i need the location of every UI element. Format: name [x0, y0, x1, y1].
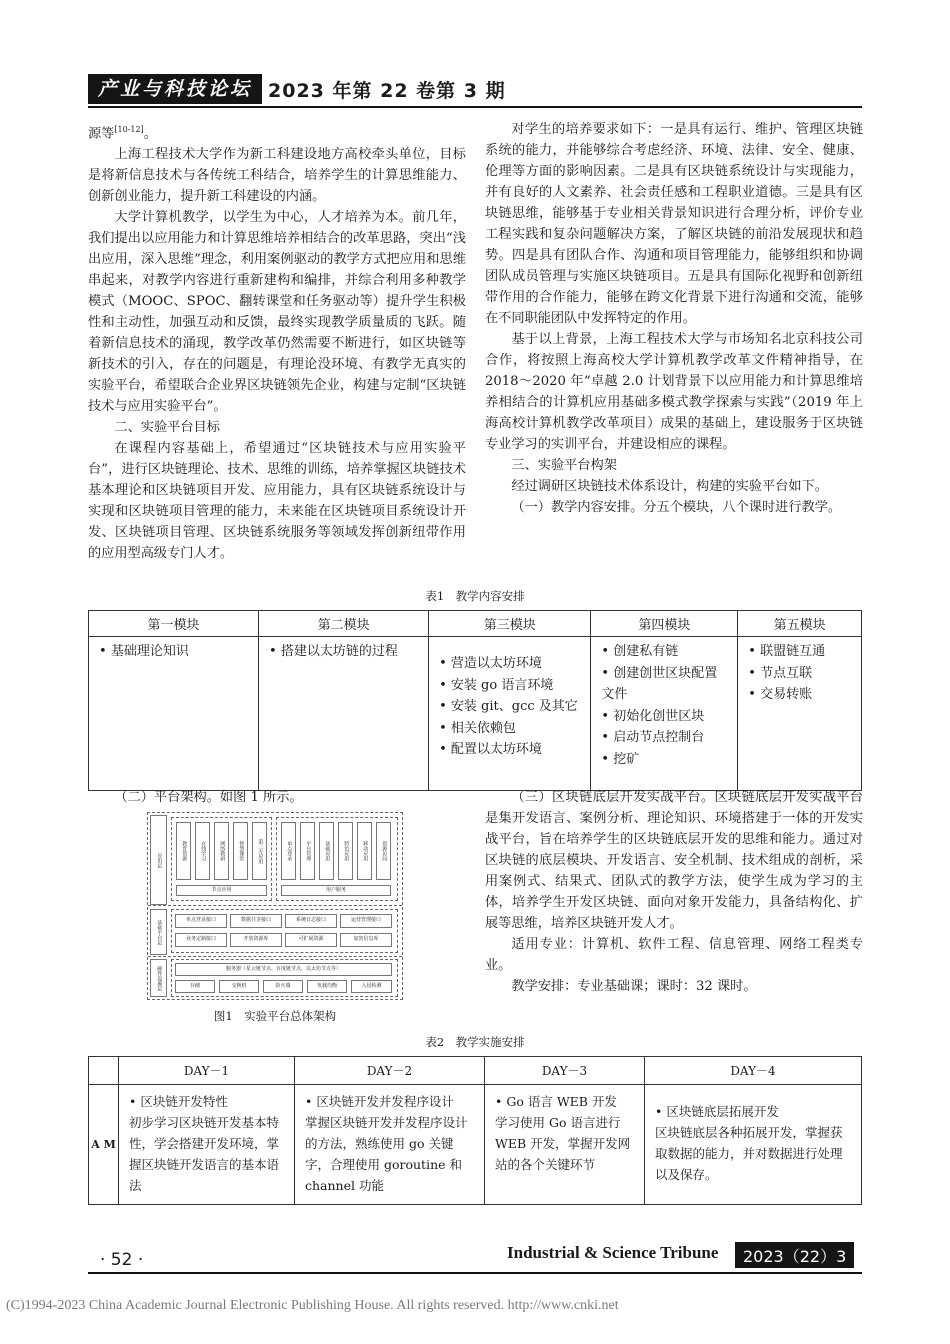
list-item: • 创建创世区块配置文件: [601, 663, 727, 706]
interface-box: 业务定制接口: [175, 933, 227, 947]
interface-box: 系统日志接口: [285, 914, 337, 928]
table2-row: [89, 1085, 862, 1205]
page-number: · 52 ·: [100, 1250, 144, 1270]
table2-cell: • 区块链开发并发程序设计 掌握区块链开发并发程序设计的方法，熟练使用 go 关键字，合理使用 goroutine 和 channel 功能: [295, 1085, 485, 1205]
cell-body: 学习使用 Go 语言进行 WEB 开发，掌握开发网站的各个关键环节: [495, 1115, 631, 1172]
table1-header-row: [89, 611, 862, 637]
cell-body: 区块链底层各种拓展开发，掌握获取数据的能力，并对数据进行处理以及保存。: [655, 1125, 843, 1182]
cell-body: 掌握区块链开发并发程序设计的方法，熟练使用 go 关键字，合理使用 goroutine 和 channel 功能: [305, 1115, 468, 1193]
right-column-mid: [485, 787, 863, 997]
left-paragraph-1: [88, 119, 466, 144]
module-box: 教育资源: [176, 822, 191, 880]
table1-cell: [738, 637, 862, 791]
layer-divider: [148, 905, 402, 906]
list-item: • 启动节点控制台: [601, 727, 727, 749]
module-box: 网络教研: [214, 822, 229, 880]
cell-title: 区块链开发并发程序设计: [316, 1094, 454, 1109]
right-paragraph-2: 基于以上背景，上海工程技术大学与市场知名北京科技公司合作，将按照上海高校大学计算机教学改革文件精神指导，在 2018～2020 年“卓越 2.0 计划背景下以应用能力和计算思维培养相结合的计算机应用基础多模式教学探索与实践”（2019 年上海高校计算机教学改革项目）成果的基础上，建设服务于区块链专业学习的实训平台，并建设相应的课程。: [485, 332, 863, 452]
right-column-top: [485, 119, 863, 518]
table2-header: DAY－3: [485, 1057, 645, 1085]
table1-cell: [259, 637, 429, 791]
table2-header: DAY－1: [119, 1057, 295, 1085]
table1-cell: [591, 637, 738, 791]
header-rule: [88, 106, 862, 108]
left-paragraph-3: 大学计算机教学，以学生为中心，人才培养为本。前几年，我们提出以应用能力和计算思维培养相结合的改革思路，突出“浅出应用，深入思维”理念，利用案例驱动的教学方式把应用和思维串起来，对教学内容进行重新建构和编排，并综合利用多种教学模式（MOOC、SPOC、翻转课堂和任务驱动等）提升学生积极性和主动性，加强互动和反馈，最终实现教学质量质的飞跃。随着新信息技术的涌现，教学改革仍然需要不断进行，如区块链等新技术的引入，存在的问题是，有理论没环境、有教学无真实的实验平台，希望联合企业界区块链领先企业，构建与定制“区块链技术与应用实验平台”。: [88, 210, 466, 415]
server-box: 服务器（星云链节点、百度链节点、以太坊节点等）: [175, 963, 392, 976]
module-box: 移动应用: [357, 822, 372, 880]
base-layer-group: [171, 909, 398, 953]
ref-end: 。: [143, 126, 157, 142]
table1-row: [89, 637, 862, 791]
module-box: 单点登录: [281, 822, 296, 880]
module-box: 第三方应用: [252, 822, 267, 880]
user-service-footer: 用户服务: [281, 885, 391, 896]
right-paragraph-3: 经过调研区块链技术体系设计，构建的实验平台如下。: [511, 479, 828, 494]
footer-journal-name: Industrial & Science Tribune: [507, 1243, 719, 1262]
list-item: • 相关依赖包: [439, 718, 580, 740]
citation-ref: [10-12]: [114, 125, 144, 134]
table1-header: 第四模块: [591, 611, 738, 637]
table1-header: 第五模块: [738, 611, 862, 637]
interface-box: 运营管理接口: [340, 914, 392, 928]
list-item: • 交易转账: [748, 684, 851, 706]
right-paragraph-4: （一）教学内容安排。分五个模块，八个课时进行教学。: [511, 500, 842, 515]
journal-title: 产业与科技论坛: [88, 74, 262, 104]
table2-cell: • 区块链底层拓展开发 区块链底层各种拓展开发，掌握获取数据的能力，并对数据进行处理以及保存。: [645, 1085, 862, 1205]
platform-arch-heading: （二）平台架构。如图 1 所示。: [114, 790, 303, 805]
interface-box: 单点登录接口: [175, 914, 227, 928]
cell-title: 区块链开发特性: [140, 1094, 228, 1109]
layer-label-hw: 硬件设施层: [150, 959, 167, 997]
figure1-caption: 图1 实验平台总体架构: [213, 1009, 337, 1023]
user-service-group: [276, 817, 398, 901]
ref-lead-text: 源等: [88, 126, 115, 142]
list-item: • 营造以太坊环境: [439, 653, 580, 675]
table2-header: DAY－4: [645, 1057, 862, 1085]
table2-row-label: A M: [89, 1085, 119, 1205]
interface-box: 可扩展资源: [285, 933, 337, 947]
table2-header-row: [89, 1057, 862, 1085]
hardware-layer-group: [171, 959, 398, 997]
left-paragraph-4: 在课程内容基础上，希望通过“区块链技术与应用实验平台”，进行区块链理论、技术、思维的训练，培养掌握区块链技术基本理论和区块链项目开发、应用能力，具有区块链系统设计与实现和区块链项目管理的能力，未来能在区块链项目系统设计开发、区块链项目管理、区块链系统服务等领域发挥创新纽带作用的应用型高级专门人才。: [88, 441, 466, 562]
list-item: • 初始化创世区块: [601, 706, 727, 728]
list-item: • 节点互联: [748, 663, 851, 685]
cell-title: 区块链底层拓展开发: [666, 1104, 779, 1119]
hardware-box: 防火墙: [263, 980, 303, 993]
table2-header: DAY－2: [295, 1057, 485, 1085]
right-paragraph-1: 对学生的培养要求如下：一是具有运行、维护、管理区块链系统的能力，并能够综合考虑经济、环境、法律、安全、健康、伦理等方面的影响因素。二是具有区块链系统设计与实现能力，并有良好的人文素养、社会责任感和工程职业道德。三是具有区块链思维，能够基于专业相关背景知识进行合理分析，评价专业工程实践和复杂问题解决方案，了解区块链的前沿发展现状和趋势。四是具有团队合作、沟通和项目管理能力，能够组织和协调团队成员管理与实施区块链项目。五是具有国际化视野和创新纽带作用的合作能力，能够在跨文化背景下进行沟通和交流，能够在不同职能团队中发挥特定的作用。: [485, 122, 863, 326]
list-item: • 安装 git、gcc 及其它: [439, 696, 580, 718]
issue-label: 2023 年第 22 卷第 3 期: [268, 79, 506, 102]
right-mid-paragraph-1: （三）区块链底层开发实战平台。区块链底层开发实战平台是集开发语言、案例分析、理论知识、环境搭建于一体的开发实战平台，旨在培养学生的区块链底层开发的思维和能力。通过对区块链的底层模块、开发语言、安全机制、技术组成的剖析，采用案例式、结果式、团队式的教学方法，使学生成为学习的主体，培养学生开发区块链、面向对象开发能力，具备结构化、扩展等思维，培养区块链开发人才。: [485, 790, 863, 931]
cell-title: Go 语言 WEB 开发: [506, 1094, 617, 1109]
copyright-watermark: (C)1994-2023 China Academic Journal Electronic Publishing House. All rights reserved. http://www.cnki.net: [6, 1298, 619, 1313]
module-box: 在线学习: [195, 822, 210, 880]
module-box: 智慧课堂: [233, 822, 248, 880]
list-item: • 安装 go 语言环境: [439, 675, 580, 697]
list-item: • 创建私有链: [601, 641, 727, 663]
hardware-box: 负载均衡: [307, 980, 347, 993]
module-box: 基础应用: [319, 822, 334, 880]
layer-divider: [148, 956, 402, 957]
section-heading-3: 三、实验平台构架: [511, 458, 617, 473]
node-app-footer: 节点应用: [176, 885, 267, 896]
node-app-group: [171, 817, 272, 901]
table1-cell: [429, 637, 591, 791]
hardware-box: 交换机: [219, 980, 259, 993]
left-column-top: [88, 119, 466, 564]
right-mid-paragraph-2: 适用专业：计算机、软件工程、信息管理、网络工程类专业。: [485, 937, 863, 973]
footer-rule: [88, 1272, 862, 1274]
footer-issue-label: 2023（22）3: [735, 1242, 854, 1268]
left-paragraph-2: 上海工程技术大学作为新工科建设地方高校牵头单位，目标是将新信息技术与各传统工科结合，培养学生的计算思维能力、创新创业能力，提升新工科建设的内涵。: [88, 147, 466, 205]
module-box: 平台管理: [300, 822, 315, 880]
cell-body: 初步学习区块链开发基本特性，学会搭建开发环境，掌握区块链开发语言的基本语法: [129, 1115, 280, 1193]
table1-header: 第二模块: [259, 611, 429, 637]
table2-cell: • 区块链开发特性 初步学习区块链开发基本特性，学会搭建开发环境，掌握区块链开发语言的基本语法: [119, 1085, 295, 1205]
interface-box: 加密信息库: [340, 933, 392, 947]
hardware-box: 存储: [175, 980, 215, 993]
journal-header: [88, 74, 506, 104]
layer-label-app: 应用层: [150, 815, 167, 905]
list-item: • 联盟链互通: [748, 641, 851, 663]
hardware-box: 入侵检测: [351, 980, 392, 993]
section-heading-2: 二、实验平台目标: [114, 420, 220, 436]
table1-header: 第三模块: [429, 611, 591, 637]
table-teaching-schedule: [88, 1056, 862, 1205]
right-mid-paragraph-3: 教学安排：专业基础课；课时：32 课时。: [511, 979, 757, 994]
module-box: 资源访问: [376, 822, 391, 880]
table1-caption: 表1 教学内容安排: [425, 589, 525, 603]
table1-header: 第一模块: [89, 611, 259, 637]
layer-label-base: 基础平台层: [150, 909, 167, 955]
interface-box: 开放资源库: [230, 933, 282, 947]
list-item: • 挖矿: [601, 749, 727, 771]
list-item: • 基础理论知识: [99, 641, 248, 663]
list-item: • 配置以太坊环境: [439, 739, 580, 761]
table-teaching-content: [88, 610, 862, 791]
interface-box: 数据共享接口: [230, 914, 282, 928]
table1-cell: [89, 637, 259, 791]
table2-cell: • Go 语言 WEB 开发 学习使用 Go 语言进行 WEB 开发，掌握开发网站的各个关键环节: [485, 1085, 645, 1205]
module-box: 特色应用: [338, 822, 353, 880]
left-column-mid: [88, 787, 466, 808]
table2-header: [89, 1057, 119, 1085]
list-item: • 搭建以太坊链的过程: [269, 641, 418, 663]
table2-caption: 表2 教学实施安排: [425, 1035, 525, 1049]
architecture-diagram: [147, 812, 403, 1000]
